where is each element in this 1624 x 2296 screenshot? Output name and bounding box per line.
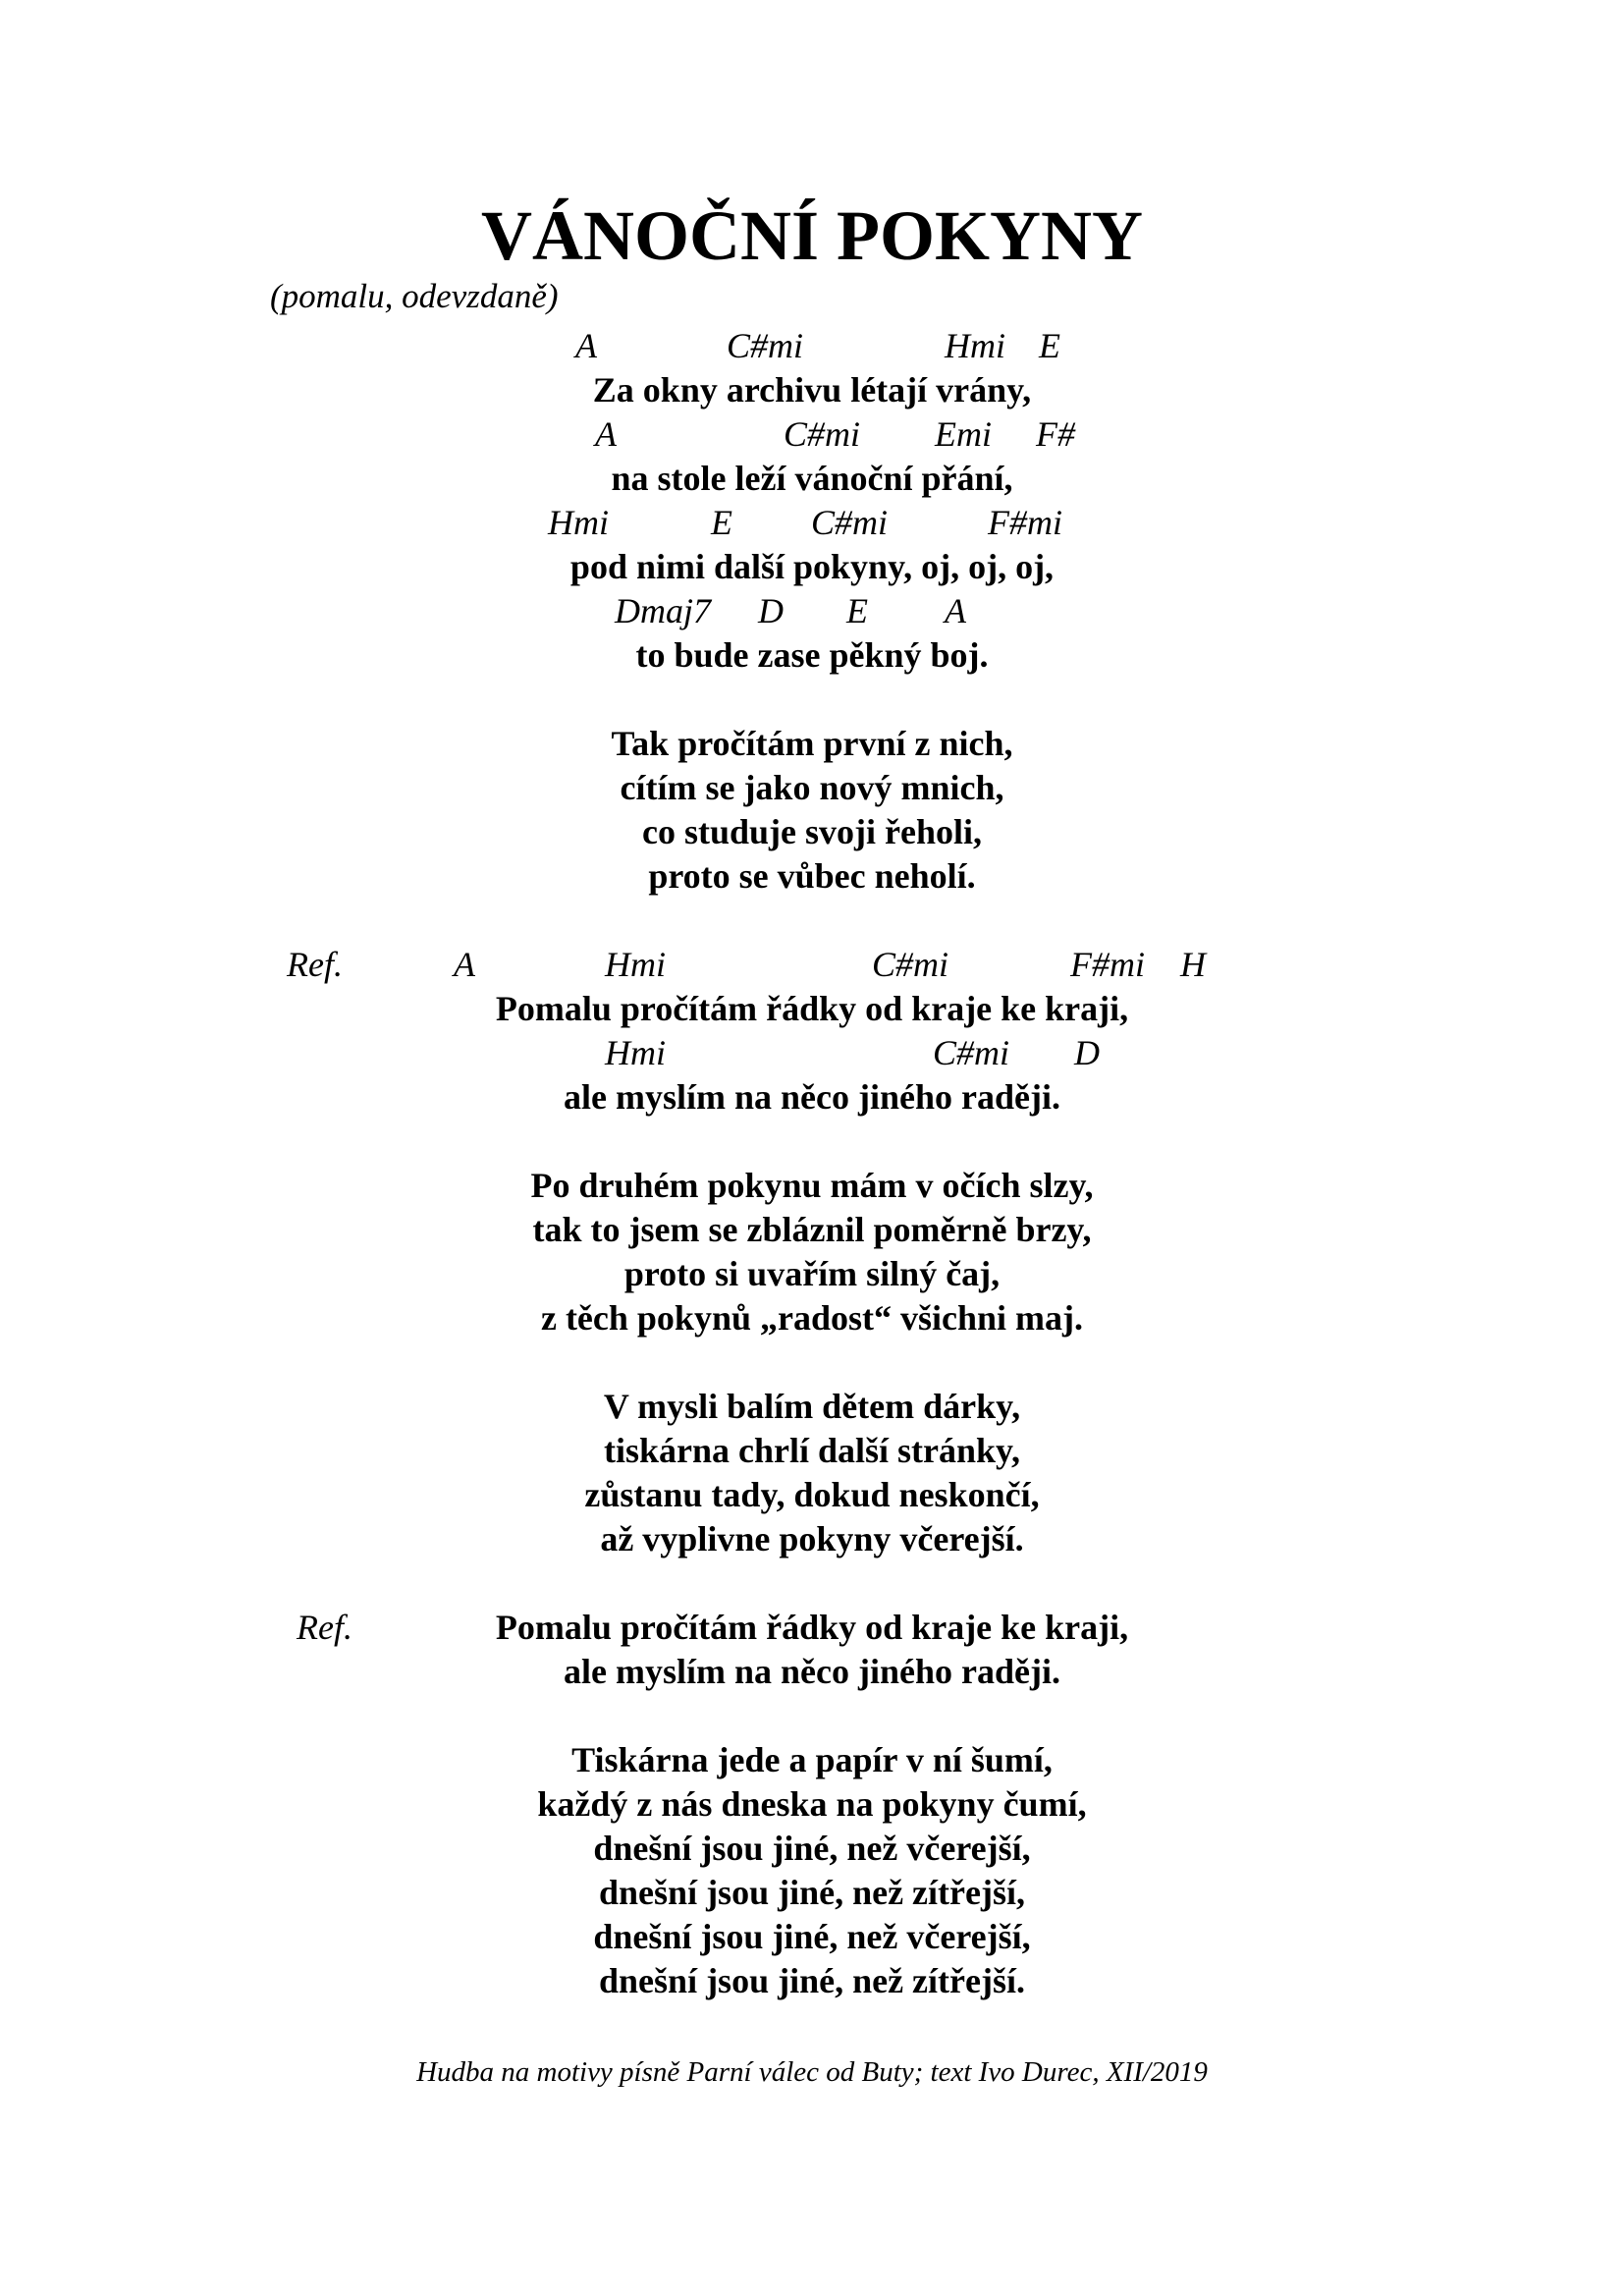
chord: E bbox=[846, 591, 868, 630]
chord: C#mi bbox=[784, 414, 861, 454]
lyric-line: zůstanu tady, dokud neskončí, bbox=[584, 1475, 1040, 1514]
chord: Dmaj7 bbox=[615, 591, 711, 630]
chord: A bbox=[575, 326, 597, 365]
lyric-line: Pomalu pročítám řádky od kraje ke kraji, bbox=[495, 1608, 1129, 1647]
lyric-line: na stole leží vánoční přání, bbox=[611, 459, 1013, 498]
chord: Hmi bbox=[605, 945, 666, 984]
chord: Emi bbox=[935, 414, 992, 454]
lyric-line: co studuje svoji řeholi, bbox=[642, 812, 982, 851]
lyric-line: každý z nás dneska na pokyny čumí, bbox=[537, 1784, 1087, 1824]
chord: Hmi bbox=[548, 503, 609, 542]
chord: C#mi bbox=[811, 503, 889, 542]
lyric-line: proto si uvařím silný čaj, bbox=[623, 1254, 1001, 1293]
refrain-marker: Ref. bbox=[297, 1608, 352, 1647]
chord: A bbox=[945, 591, 966, 630]
chord: E bbox=[711, 503, 732, 542]
lyric-line: dnešní jsou jiné, než včerejší, bbox=[593, 1829, 1031, 1868]
chord: H bbox=[1180, 945, 1206, 984]
chord: C#mi bbox=[872, 945, 949, 984]
lyric-line: tak to jsem se zbláznil poměrně brzy, bbox=[532, 1210, 1092, 1249]
credits-footer: Hudba na motivy písně Parní válec od Buty; text Ivo Durec, XII/2019 bbox=[416, 2056, 1208, 2088]
lyric-line: tiskárna chrlí další stránky, bbox=[603, 1431, 1021, 1470]
lyric-line: ale myslím na něco jiného raději. bbox=[564, 1652, 1060, 1691]
lyric-line: Za okny archivu létají vrány, bbox=[592, 370, 1032, 410]
chord: D bbox=[1074, 1033, 1100, 1072]
lyric-line: dnešní jsou jiné, než zítřejší. bbox=[599, 1961, 1025, 2000]
chord: C#mi bbox=[933, 1033, 1010, 1072]
chord: A bbox=[454, 945, 475, 984]
lyric-line: proto se vůbec neholí. bbox=[648, 856, 976, 896]
chord: F#mi bbox=[1070, 945, 1145, 984]
lyric-line: V mysli balím dětem dárky, bbox=[603, 1387, 1021, 1426]
chord: D bbox=[758, 591, 784, 630]
chord: Hmi bbox=[605, 1033, 666, 1072]
lyric-line: Po druhém pokynu mám v očích slzy, bbox=[530, 1166, 1094, 1205]
lyric-line: pod nimi další pokyny, oj, oj, oj, bbox=[569, 547, 1055, 586]
lyric-line: Tak pročítám první z nich, bbox=[611, 724, 1013, 763]
chord: C#mi bbox=[727, 326, 804, 365]
tempo-marking: (pomalu, odevzdaně) bbox=[270, 277, 559, 315]
chord: F#mi bbox=[988, 503, 1062, 542]
refrain-marker: Ref. bbox=[287, 945, 343, 984]
lyric-line: z těch pokynů „radost“ všichni maj. bbox=[540, 1298, 1084, 1338]
lyric-line: to bude zase pěkný boj. bbox=[635, 635, 989, 675]
chord: E bbox=[1039, 326, 1060, 365]
chord: Hmi bbox=[945, 326, 1005, 365]
lyric-line: cítím se jako nový mnich, bbox=[620, 768, 1004, 807]
lyric-line: ale myslím na něco jiného raději. bbox=[564, 1077, 1060, 1117]
chord: F# bbox=[1036, 414, 1075, 454]
song-title: VÁNOČNÍ POKYNY bbox=[481, 196, 1143, 275]
chord: A bbox=[595, 414, 617, 454]
lyric-line: dnešní jsou jiné, než zítřejší, bbox=[599, 1873, 1025, 1912]
lyric-line: dnešní jsou jiné, než včerejší, bbox=[593, 1917, 1031, 1956]
lyric-line: Tiskárna jede a papír v ní šumí, bbox=[571, 1740, 1053, 1779]
lyric-line: Pomalu pročítám řádky od kraje ke kraji, bbox=[495, 989, 1129, 1028]
lyric-line: až vyplivne pokyny včerejší. bbox=[600, 1519, 1024, 1558]
